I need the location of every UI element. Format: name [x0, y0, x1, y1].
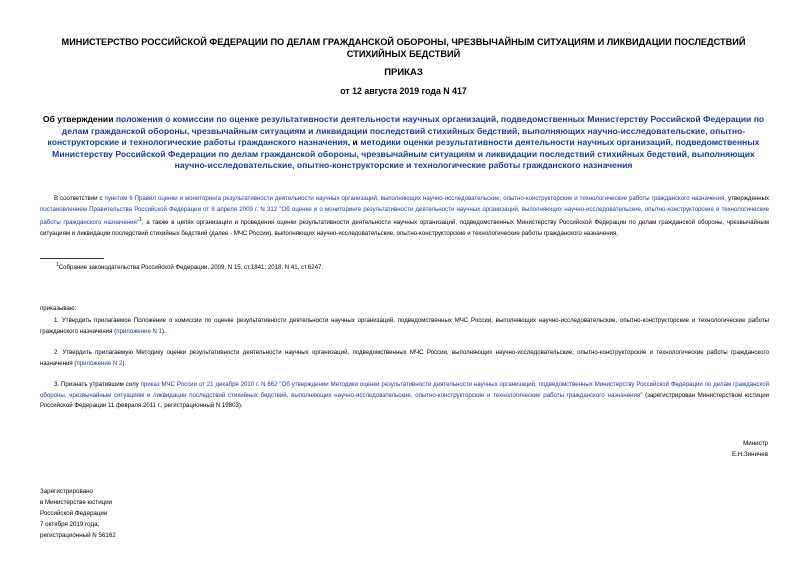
registration-line: в Министерстве юстиции	[40, 499, 113, 506]
preamble-text-1: В соответствии с	[54, 195, 105, 202]
registration-line: Российской Федерации	[40, 510, 108, 517]
preamble-link-resolution[interactable]: постановлением Правительства Российской Федерации от 8 апреля 2009 г. N 312 "Об оценке и о мониторинге результативности деятельности научных организаций, выполняющих научно-исследовательские, опытно-конструкторские и технологические работы гражданского назначения"	[40, 205, 769, 227]
subject-link-methodology[interactable]: методики оценки результативности деятельности научных организаций, подведомственных Министерству Российской Федерации по делам гражданской обороны, чрезвычайным ситуациям и ликвидации последствий стихийных бедствий, выполняющих научно-исследовательские, опытно-конструкторские и технологические работы гражданского назначения	[52, 137, 760, 170]
order-item-2	[40, 348, 769, 369]
preamble-link-rules[interactable]: пунктом 6 Правил оценки и мониторинга результативности деятельности научных организаций, выполняющих научно-исследовательские, опытно-конструкторские и технологические работы гражданского назначения	[104, 195, 725, 202]
registration-line: регистрационный N 56162	[40, 532, 116, 539]
footnote-number: 1	[56, 262, 59, 268]
signatory-name: Е.Н.Зиничев	[731, 451, 768, 458]
ministry-heading: МИНИСТЕРСТВО РОССИЙСКОЙ ФЕДЕРАЦИИ ПО ДЕЛАМ ГРАЖДАНСКОЙ ОБОРОНЫ, ЧРЕЗВЫЧАЙНЫМ СИТУАЦИЯМ И ЛИКВИДАЦИИ ПОСЛЕДСТВИЙ СТИХИЙНЫХ БЕДСТВИЙ	[61, 37, 746, 59]
order-date: от 12 августа 2019 года N 417	[340, 86, 467, 96]
item-2-tail: ).	[122, 359, 127, 367]
item-1-text: 1. Утвердить прилагаемое Положение о комиссии по оценке результативности деятельности научных организаций, подведомственных МЧС России, выполняющих научно-исследовательские, опытно-конструкторские и технологические работы гражданского назначения (	[40, 317, 769, 335]
footnote-marker: 1	[139, 217, 142, 224]
subject-middle: , и	[347, 137, 361, 147]
order-subject	[40, 114, 767, 172]
subject-prefix: Об утверждении	[42, 114, 116, 124]
order-item-3	[40, 380, 769, 412]
item-3-link[interactable]: приказ МЧС России от 21 декабря 2010 г. N 662 "Об утверждении Методики оценки результативности деятельности научных организаций, подведомственных Министерству Российской Федерации по делам гражданской обороны, чрезвычайным ситуациям и ликвидации последствий стихийных бедствий, выполняющих научно-исследовательские, опытно-конструкторские и технологические работы гражданского назначения"	[40, 381, 770, 399]
item-2-link[interactable]: приложение N 2	[76, 359, 123, 367]
item-3-text: 3. Признать утратившим силу	[54, 381, 141, 388]
signatory-title: Министр	[743, 440, 768, 447]
item-3-tail: (зарегистрирован Министерством юстиции Российской Федерации 11 февраля 2011 г., регистрационный N 19803).	[40, 391, 769, 410]
item-1-tail: ).	[162, 327, 166, 335]
order-word: приказываю:	[40, 305, 77, 312]
registration-block	[40, 486, 116, 541]
item-2-text: 2. Утвердить прилагаемую Методику оценки результативности деятельности научных организаций, подведомственных МЧС России, выполняющих научно-исследовательские, опытно-конструкторские и технологические работы гражданского назначения (	[40, 349, 769, 367]
preamble-text-2: , утвержденных	[724, 195, 770, 202]
order-title: ПРИКАЗ	[384, 67, 423, 78]
registration-line: 7 октября 2019 года,	[40, 521, 100, 528]
order-item-1	[40, 316, 769, 337]
footnote	[56, 262, 323, 271]
preamble-paragraph	[40, 194, 769, 239]
footnote-text: Собрание законодательства Российской Федерации, 2009, N 15, ст.1841; 2018, N 41, ст.6247.	[58, 264, 324, 272]
item-1-link[interactable]: приложение N 1	[116, 327, 163, 335]
subject-link-regulation[interactable]: положения о комиссии по оценке результативности деятельности научных организаций, подведомственных Министерству Российской Федерации по делам гражданской обороны, чрезвычайным ситуациям и ликвидации последствий стихийных бедствий, выполняющих научно-исследовательские, опытно-конструкторские и технологические работы гражданского назначения	[47, 114, 765, 147]
preamble-text-3: , а также в целях организации и проведения оценки результативности деятельности научных организаций, подведомственных Министерству Российской Федерации по делам гражданской обороны, чрезвычайным ситуациям и ликвидации последствий стихийных бедствий (далее - МЧС России), выполняющих научно-исследовательские, опытно-конструкторские и технологические работы гражданского назначения,	[40, 219, 769, 237]
footnote-divider	[40, 258, 104, 259]
registration-line: Зарегистрировано	[40, 488, 93, 495]
